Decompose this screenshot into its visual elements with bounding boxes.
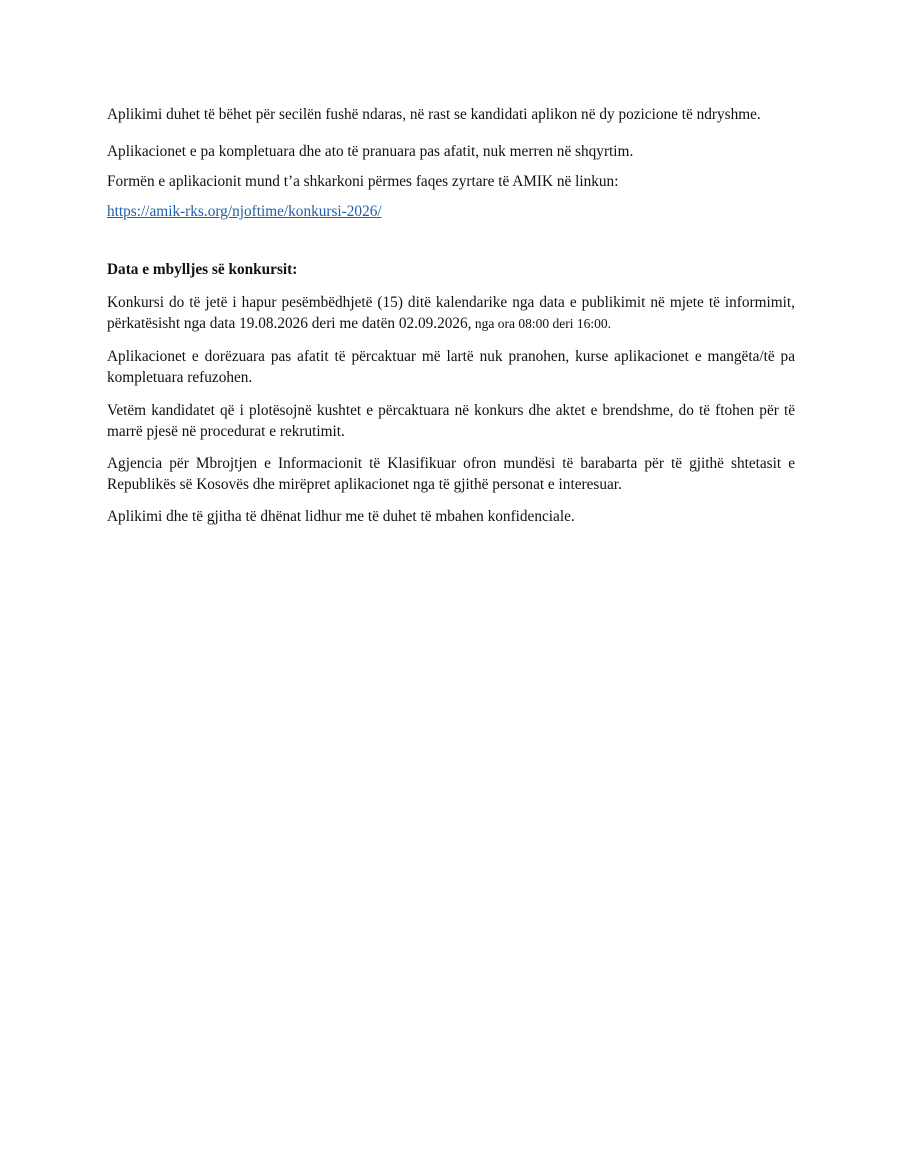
paragraph-incomplete-applications: Aplikacionet e pa kompletuara dhe ato të pranuara pas afatit, nuk merren në shqyrtim. bbox=[107, 143, 634, 160]
paragraph-separate-applications: Aplikimi duhet të bëhet për secilën fushë ndaras, në rast se kandidati aplikon në dy pozicione të ndryshme. bbox=[107, 106, 761, 123]
paragraph-equal-opportunities: Agjencia për Mbrojtjen e Informacionit të Klasifikuar ofron mundësi të barabarta për të gjithë shtetasit e Republikës së Kosovës dhe mirëpret aplikacionet nga të gjithë personat e interesuar. bbox=[107, 455, 795, 493]
paragraph-download-form: Formën e aplikacionit mund t’a shkarkoni përmes faqes zyrtare të AMIK në linkun: bbox=[107, 173, 619, 190]
paragraph-eligible-candidates: Vetëm kandidatet që i plotësojnë kushtet e përcaktuara në konkurs dhe aktet e brendshme, do të ftohen për të marrë pjesë në procedurat e rekrutimit. bbox=[107, 402, 795, 440]
paragraph-late-applications: Aplikacionet e dorëzuara pas afatit të përcaktuar më lartë nuk pranohen, kurse aplikacionet e mangëta/të pa kompletuara refuzohen. bbox=[107, 348, 795, 386]
document-body bbox=[107, 104, 795, 527]
application-form-link[interactable]: https://amik-rks.org/njoftime/konkursi-2026/ bbox=[107, 203, 382, 220]
open-hours-text: nga ora 08:00 deri 16:00. bbox=[471, 316, 611, 331]
open-period-text: Konkursi do të jetë i hapur pesëmbëdhjetë (15) ditë kalendarike nga data e publikimit në mjete të informimit, përkatësisht nga data 19.08.2026 deri me datën 02.09.2026, bbox=[107, 294, 795, 332]
paragraph-open-period bbox=[107, 292, 795, 334]
link-paragraph bbox=[107, 201, 795, 222]
section-heading-closing-date: Data e mbylljes së konkursit: bbox=[107, 261, 298, 278]
paragraph-confidentiality: Aplikimi dhe të gjitha të dhënat lidhur me të duhet të mbahen konfidenciale. bbox=[107, 508, 575, 525]
